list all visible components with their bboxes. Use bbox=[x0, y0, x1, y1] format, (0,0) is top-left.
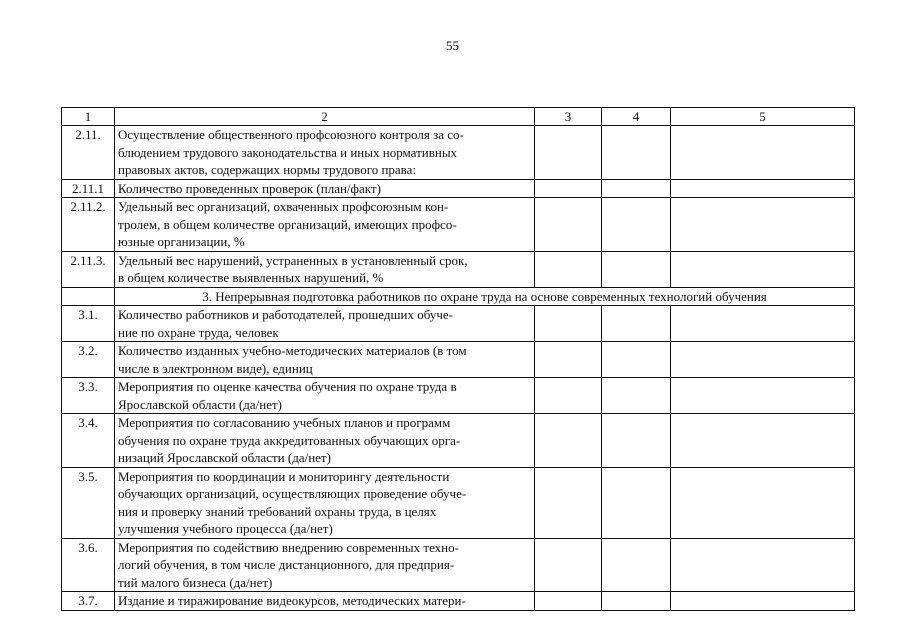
description-line: юзные организации, % bbox=[118, 234, 245, 249]
row-description bbox=[115, 467, 535, 538]
row-description bbox=[115, 198, 535, 252]
row-description bbox=[115, 538, 535, 592]
value-col-5 bbox=[671, 179, 855, 198]
table-row bbox=[62, 378, 855, 414]
value-col-4 bbox=[602, 378, 671, 414]
section-number-cell bbox=[62, 287, 115, 306]
value-col-3 bbox=[535, 538, 602, 592]
value-col-4 bbox=[602, 592, 671, 611]
row-number: 3.6. bbox=[62, 538, 115, 592]
description-line: улучшения учебного процесса (да/нет) bbox=[118, 521, 333, 536]
row-number: 3.7. bbox=[62, 592, 115, 611]
section-title: 3. Непрерывная подготовка работников по охране труда на основе современных технологий обучения bbox=[115, 287, 855, 306]
description-line: Мероприятия по координации и мониторингу деятельности bbox=[118, 468, 450, 484]
value-col-3 bbox=[535, 306, 602, 342]
description-line: тролем, в общем количестве организаций, имеющих профсо- bbox=[118, 216, 457, 232]
row-number: 3.1. bbox=[62, 306, 115, 342]
value-col-4 bbox=[602, 538, 671, 592]
row-number: 3.3. bbox=[62, 378, 115, 414]
description-line: Мероприятия по согласованию учебных планов и программ bbox=[118, 415, 451, 430]
row-number: 3.2. bbox=[62, 342, 115, 378]
description-line: Осуществление общественного профсоюзного контроля за со- bbox=[118, 127, 464, 142]
value-col-5 bbox=[671, 378, 855, 414]
value-col-5 bbox=[671, 592, 855, 611]
value-col-4 bbox=[602, 467, 671, 538]
table-row bbox=[62, 179, 855, 198]
table-row bbox=[62, 342, 855, 378]
row-description bbox=[115, 306, 535, 342]
table-row bbox=[62, 306, 855, 342]
value-col-5 bbox=[671, 126, 855, 180]
value-col-5 bbox=[671, 414, 855, 468]
row-number: 2.11. bbox=[62, 126, 115, 180]
table-row bbox=[62, 414, 855, 468]
value-col-3 bbox=[535, 251, 602, 287]
description-line: числе в электронном виде), единиц bbox=[118, 360, 313, 376]
description-line: Количество работников и работодателей, прошедших обуче- bbox=[118, 307, 453, 322]
row-number: 3.5. bbox=[62, 467, 115, 538]
description-line: Количество проведенных проверок (план/факт) bbox=[118, 180, 381, 196]
value-col-5 bbox=[671, 342, 855, 378]
description-line: логий обучения, в том числе дистанционного, для предприя- bbox=[118, 557, 455, 572]
description-line: низаций Ярославской области (да/нет) bbox=[118, 450, 331, 465]
table-row bbox=[62, 592, 855, 611]
value-col-3 bbox=[535, 592, 602, 611]
value-col-3 bbox=[535, 179, 602, 198]
value-col-5 bbox=[671, 467, 855, 538]
row-description bbox=[115, 414, 535, 468]
value-col-5 bbox=[671, 306, 855, 342]
description-line: тий малого бизнеса (да/нет) bbox=[118, 574, 273, 590]
value-col-3 bbox=[535, 414, 602, 468]
description-line: Мероприятия по оценке качества обучения по охране труда в bbox=[118, 379, 457, 394]
value-col-3 bbox=[535, 198, 602, 252]
value-col-3 bbox=[535, 342, 602, 378]
value-col-4 bbox=[602, 179, 671, 198]
header-col-2: 2 bbox=[115, 108, 535, 126]
table-row bbox=[62, 126, 855, 180]
table-row bbox=[62, 467, 855, 538]
header-col-5: 5 bbox=[671, 108, 855, 126]
value-col-4 bbox=[602, 342, 671, 378]
description-line: ния и проверку знаний требований охраны труда, в целях bbox=[118, 503, 437, 519]
indicators-table bbox=[61, 107, 855, 611]
description-line: обучающих организаций, осуществляющих проведение обуче- bbox=[118, 486, 467, 501]
section-row bbox=[62, 287, 855, 306]
page-number: 55 bbox=[446, 38, 459, 53]
value-col-3 bbox=[535, 126, 602, 180]
row-number: 2.11.2. bbox=[62, 198, 115, 252]
value-col-3 bbox=[535, 378, 602, 414]
row-number: 3.4. bbox=[62, 414, 115, 468]
value-col-4 bbox=[602, 198, 671, 252]
value-col-4 bbox=[602, 251, 671, 287]
value-col-5 bbox=[671, 251, 855, 287]
header-row bbox=[62, 108, 855, 126]
row-number: 2.11.3. bbox=[62, 251, 115, 287]
description-line: Ярославской области (да/нет) bbox=[118, 396, 282, 412]
value-col-4 bbox=[602, 414, 671, 468]
description-line: правовых актов, содержащих нормы трудового права: bbox=[118, 162, 417, 177]
header-col-4: 4 bbox=[602, 108, 671, 126]
row-description bbox=[115, 126, 535, 180]
description-line: Удельный вес организаций, охваченных профсоюзным кон- bbox=[118, 199, 449, 214]
description-line: блюдением трудового законодательства и иных нормативных bbox=[118, 144, 458, 160]
description-line: Количество изданных учебно-методических материалов (в том bbox=[118, 343, 467, 358]
description-line: Удельный вес нарушений, устраненных в установленный срок, bbox=[118, 252, 468, 268]
row-description bbox=[115, 179, 535, 198]
value-col-3 bbox=[535, 467, 602, 538]
row-description bbox=[115, 592, 535, 611]
description-line: Издание и тиражирование видеокурсов, методических матери- bbox=[118, 593, 466, 608]
table-body bbox=[62, 108, 855, 611]
row-description bbox=[115, 251, 535, 287]
value-col-4 bbox=[602, 126, 671, 180]
table-row bbox=[62, 538, 855, 592]
header-col-1: 1 bbox=[62, 108, 115, 126]
row-number: 2.11.1 bbox=[62, 179, 115, 198]
value-col-4 bbox=[602, 306, 671, 342]
row-description bbox=[115, 342, 535, 378]
header-col-3: 3 bbox=[535, 108, 602, 126]
table-row bbox=[62, 198, 855, 252]
value-col-5 bbox=[671, 538, 855, 592]
description-line: ние по охране труда, человек bbox=[118, 324, 279, 340]
table-row bbox=[62, 251, 855, 287]
value-col-5 bbox=[671, 198, 855, 252]
description-line: обучения по охране труда аккредитованных обучающих орга- bbox=[118, 432, 461, 448]
description-line: в общем количестве выявленных нарушений, % bbox=[118, 270, 384, 285]
row-description bbox=[115, 378, 535, 414]
description-line: Мероприятия по содействию внедрению современных техно- bbox=[118, 539, 459, 555]
